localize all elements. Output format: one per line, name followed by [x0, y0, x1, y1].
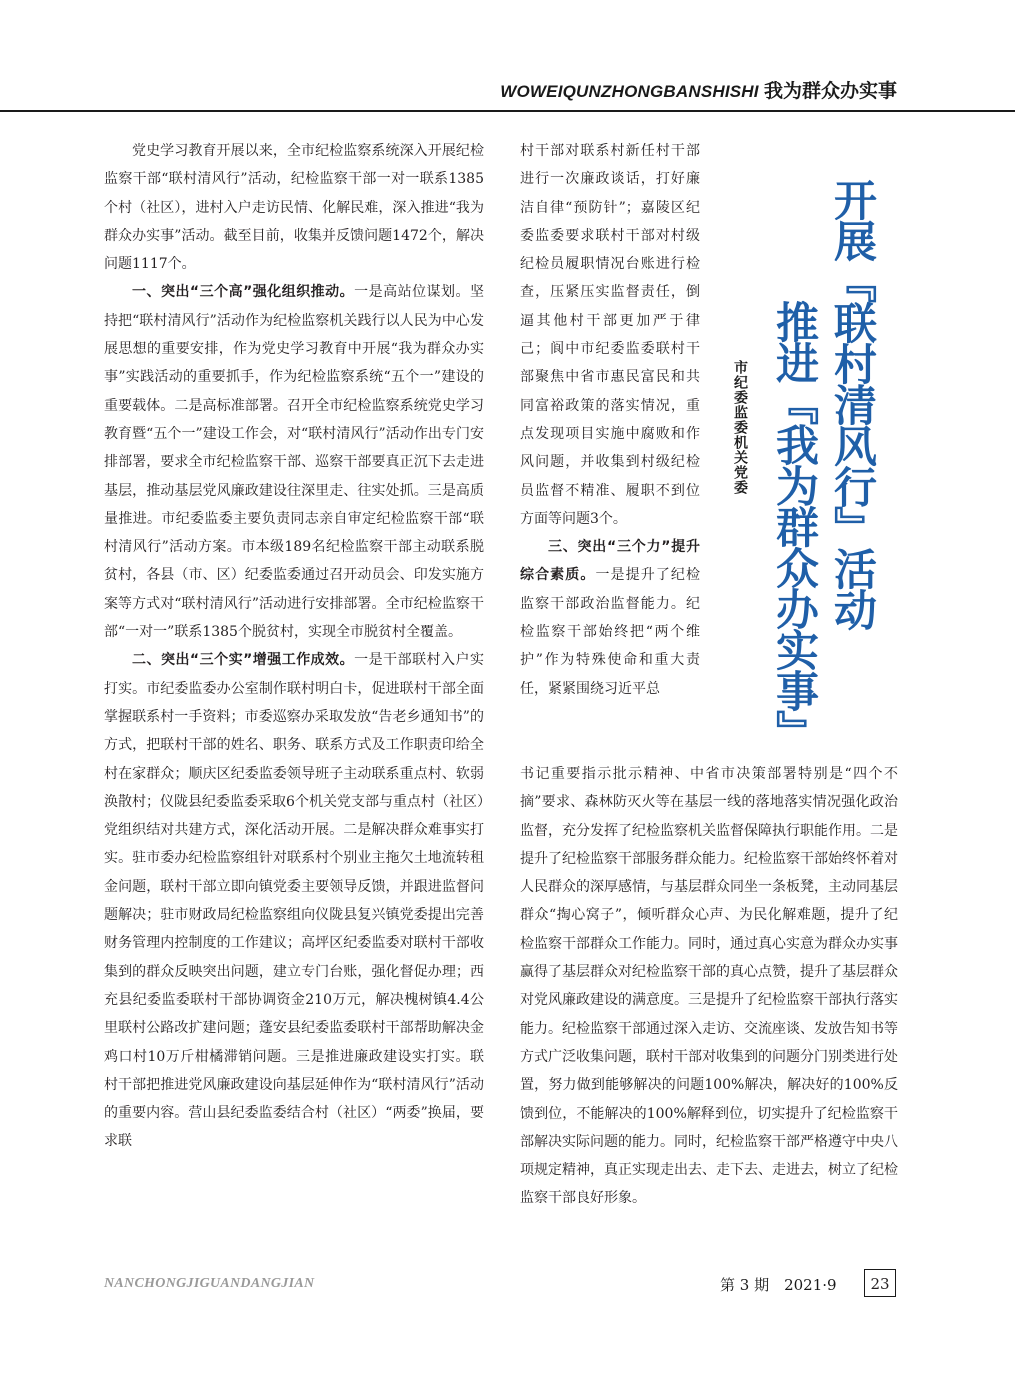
header-divider — [0, 110, 1015, 112]
section-three-heading: 三、突出“三个力”提升综合素质。 — [520, 539, 700, 584]
article-column-left — [104, 137, 484, 1156]
article-title-line-2: 推进『我为群众办实事』 — [769, 300, 819, 751]
section-header — [500, 76, 897, 103]
section-two-heading: 二、突出“三个实”增强工作成效。 — [132, 652, 355, 669]
article-byline: 市纪委监委机关党委 — [732, 360, 748, 495]
section-two-paragraph — [104, 646, 484, 1155]
intro-paragraph: 党史学习教育开展以来，全市纪检监察系统深入开展纪检监察干部“联村清风行”活动，纪检监察干部一对一联系1385个村（社区），进村入户走访民情、化解民难，深入推进“我为群众办实事”活动。截至目前，收集并反馈问题1472个，解决问题1117个。 — [104, 143, 484, 273]
section-one-paragraph — [104, 278, 484, 646]
article-column-middle — [520, 137, 700, 703]
section-three-body: 一是提升了纪检监察干部政治监督能力。纪检监察干部始终把“两个维护”作为特殊使命和重大责任，紧紧围绕习近平总 — [520, 567, 701, 697]
section-three-continued: 书记重要指示批示精神、中省市决策部署特别是“四个不摘”要求、森林防灭火等在基层一线的落地落实情况强化政治监督，充分发挥了纪检监察机关监督保障执行职能作用。二是提升了纪检监察干部服务群众能力。纪检监察干部始终怀着对人民群众的深厚感情，与基层群众同坐一条板凳，主动同基层群众“掏心窝子”，倾听群众心声、为民化解难题，提升了纪检监察干部群众工作能力。同时，通过真心实意为群众办实事赢得了基层群众对纪检监察干部的真心点赞，提升了基层群众对党风廉政建设的满意度。三是提升了纪检监察干部执行落实能力。纪检监察干部通过深入走访、交流座谈、发放告知书等方式广泛收集问题，联村干部对收集到的问题分门别类进行处置，努力做到能够解决的问题100%解决，解决好的100%反馈到位，不能解决的100%解释到位，切实提升了纪检监察干部解决实际问题的能力。同时，纪检监察干部严格遵守中央八项规定精神，真正实现走出去、走下去、走进去，树立了纪检监察干部良好形象。 — [520, 766, 898, 1207]
section-name-en: WOWEIQUNZHONGBANSHISHI — [500, 82, 759, 101]
article-column-bottom — [520, 760, 898, 1213]
article-title-line-1: 开展『联村清风行』活动 — [827, 178, 877, 629]
continued-paragraph: 村干部对联系村新任村干部进行一次廉政谈话，打好廉洁自律“预防针”；嘉陵区纪委监委要求联村干部对村级纪检员履职情况台账进行检查，压紧压实监督责任，倒逼其他村干部更加严于律己；阆中市纪委监委联村干部聚焦中省市惠民富民和共同富裕政策的落实情况，重点发现项目实施中腐败和作风问题，并收集到村级纪检员监督不精准、履职不到位方面等问题3个。 — [520, 143, 700, 527]
issue-info: 第 3 期 2021·9 — [720, 1276, 837, 1294]
section-name-cn: 我为群众办实事 — [763, 81, 897, 102]
section-one-body: 一是高站位谋划。坚持把“联村清风行”活动作为纪检监察机关践行以人民为中心发展思想的重要安排，作为党史学习教育中开展“我为群众办实事”实践活动的重要抓手，作为纪检监察系统“五个一”建设的重要载体。二是高标准部署。召开全市纪检监察系统党史学习教育暨“五个一”建设工作会，对“联村清风行”活动作出专门安排部署，要求全市纪检监察干部、巡察干部要真正沉下去走进基层，推动基层党风廉政建设往深里走、往实处抓。三是高质量推进。市纪委监委主要负责同志亲自审定纪检监察干部“联村清风行”活动方案。市本级189名纪检监察干部主动联系脱贫村，各县（市、区）纪委监委通过召开动员会、印发实施方案等方式对“联村清风行”活动进行安排部署。全市纪检监察干部“一对一”联系1385个脱贫村，实现全市脱贫村全覆盖。 — [104, 284, 485, 641]
section-three-paragraph — [520, 533, 700, 703]
section-one-heading: 一、突出“三个高”强化组织推动。 — [132, 284, 355, 301]
section-two-body: 一是干部联村入户实打实。市纪委监委办公室制作联村明白卡，促进联村干部全面掌握联系村一手资料；市委巡察办采取发放“告老乡通知书”的方式，把联村干部的姓名、职务、联系方式及工作职责印给全村在家群众；顺庆区纪委监委领导班子主动联系重点村、软弱涣散村；仪陇县纪委监委采取6个机关党支部与重点村（社区）党组织结对共建方式，深化活动开展。二是解决群众难事实打实。驻市委办纪检监察组针对联系村个别业主拖欠土地流转租金问题，联村干部立即向镇党委主要领导反馈，并跟进监督问题解决；驻市财政局纪检监察组向仪陇县复兴镇党委提出完善财务管理内控制度的工作建议；高坪区纪委监委对联村干部收集到的群众反映突出问题，建立专门台账，强化督促办理；西充县纪委监委联村干部协调资金210万元，解决槐树镇4.4公里联村公路改扩建问题；蓬安县纪委监委联村干部帮助解决金鸡口村10万斤柑橘滞销问题。三是推进廉政建设实打实。联村干部把推进党风廉政建设向基层延伸作为“联村清风行”活动的重要内容。营山县纪委监委结合村（社区）“两委”换届，要求联 — [104, 652, 485, 1150]
page-number: 23 — [864, 1269, 896, 1297]
journal-name: NANCHONGJIGUANDANGJIAN — [104, 1276, 315, 1291]
